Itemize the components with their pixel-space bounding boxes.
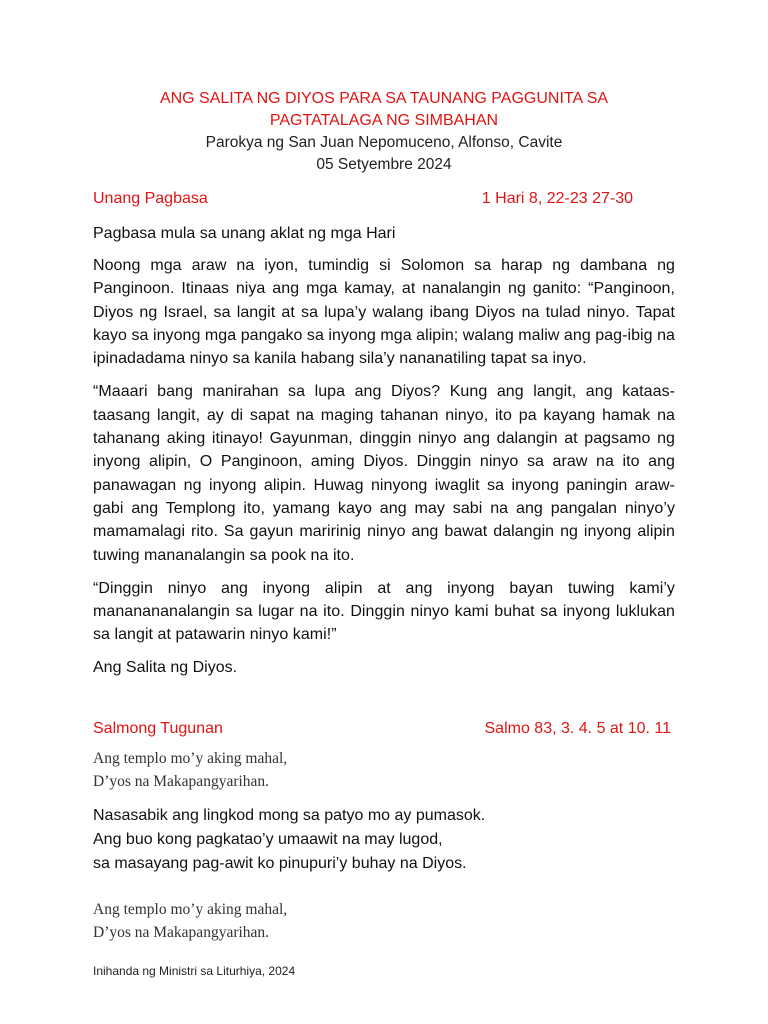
psalm-reference: Salmo 83, 3. 4. 5 at 10. 11 <box>484 719 671 737</box>
reading-paragraph-2: “Maaari bang manirahan sa lupa ang Diyos? Kung ang langit, ang kataas-taasang langit, ay di sapat na maging tahanan ninyo, ito pa kayang hamak na tahanang aking itinayo! Gayunman, dinggin ninyo ang dalangin at pagsamo ng inyong alipin, O Panginoon, aming Diyos. Dinggin ninyo sa araw na ito ang panawagan ng inyong alipin. Huwag ninyong iwaglit sa inyong paningin araw-gabi ang Templong ito, yamang kayo ang may sabi na ang pangalan ninyo’y mamamalagi rito. Sa gayun maririnig ninyo ang bawat dalangin ng inyong alipin tuwing mananalangin sa pook na ito. <box>93 383 675 564</box>
parish-name: Parokya ng San Juan Nepomuceno, Alfonso, Cavite <box>205 134 563 151</box>
psalm-refrain-repeat <box>93 898 675 944</box>
psalm-verse <box>93 804 675 876</box>
document-title-line-1: ANG SALITA NG DIYOS PARA SA TAUNANG PAGGUNITA SA <box>159 90 609 107</box>
psalm-refrain <box>93 747 675 793</box>
refrain-repeat-line-1: Ang templo mo’y aking mahal, <box>93 900 288 918</box>
refrain-repeat-line-2: D’yos na Makapangyarihan. <box>93 923 270 941</box>
reading-closing: Ang Salita ng Diyos. <box>93 658 238 676</box>
first-reading-intro: Pagbasa mula sa unang aklat ng mga Hari <box>93 225 396 242</box>
psalm-heading <box>93 718 675 740</box>
reading-paragraph-3: “Dinggin ninyo ang inyong alipin at ang inyong bayan tuwing kami’y mananananalangin sa lugar na ito. Dinggin ninyo kami buhat sa inyong luklukan sa langit at patawarin ninyo kami!” <box>93 579 675 644</box>
psalm-label: Salmong Tugunan <box>93 719 223 737</box>
refrain-line-2: D’yos na Makapangyarihan. <box>93 772 270 790</box>
reading-paragraph-1: Noong mga araw na iyon, tumindig si Solomon sa harap ng dambana ng Panginoon. Itinaas niya ang mga kamay, at nanalangin ng ganito: “Panginoon, Diyos ng Israel, sa langit at sa lupa’y walang ibang Diyos na tulad ninyo. Tapat kayo sa inyong mga pangako sa inyong mga alipin; walang maliw ang pag-ibig na ipinadadama ninyo sa kanila habang sila’y nananatiling tapat sa inyo. <box>93 257 675 368</box>
verse-line-3: sa masayang pag-awit ko pinupuri’y buhay na Diyos. <box>93 854 467 872</box>
document-header <box>93 88 675 176</box>
document-footer: Inihanda ng Ministri sa Liturhiya, 2024 <box>93 964 296 978</box>
first-reading-label: Unang Pagbasa <box>93 190 208 207</box>
verse-line-1: Nasasabik ang lingkod mong sa patyo mo ay pumasok. <box>93 806 486 824</box>
first-reading-reference: 1 Hari 8, 22-23 27-30 <box>481 190 633 207</box>
verse-line-2: Ang buo kong pagkatao’y umaawit na may lugod, <box>93 830 443 848</box>
first-reading-body <box>93 254 675 647</box>
document-page <box>93 88 675 944</box>
document-date: 05 Setyembre 2024 <box>316 156 452 173</box>
first-reading-heading <box>93 188 675 210</box>
document-title-line-2: PAGTATALAGA NG SIMBAHAN <box>269 112 499 129</box>
refrain-line-1: Ang templo mo’y aking mahal, <box>93 749 288 767</box>
